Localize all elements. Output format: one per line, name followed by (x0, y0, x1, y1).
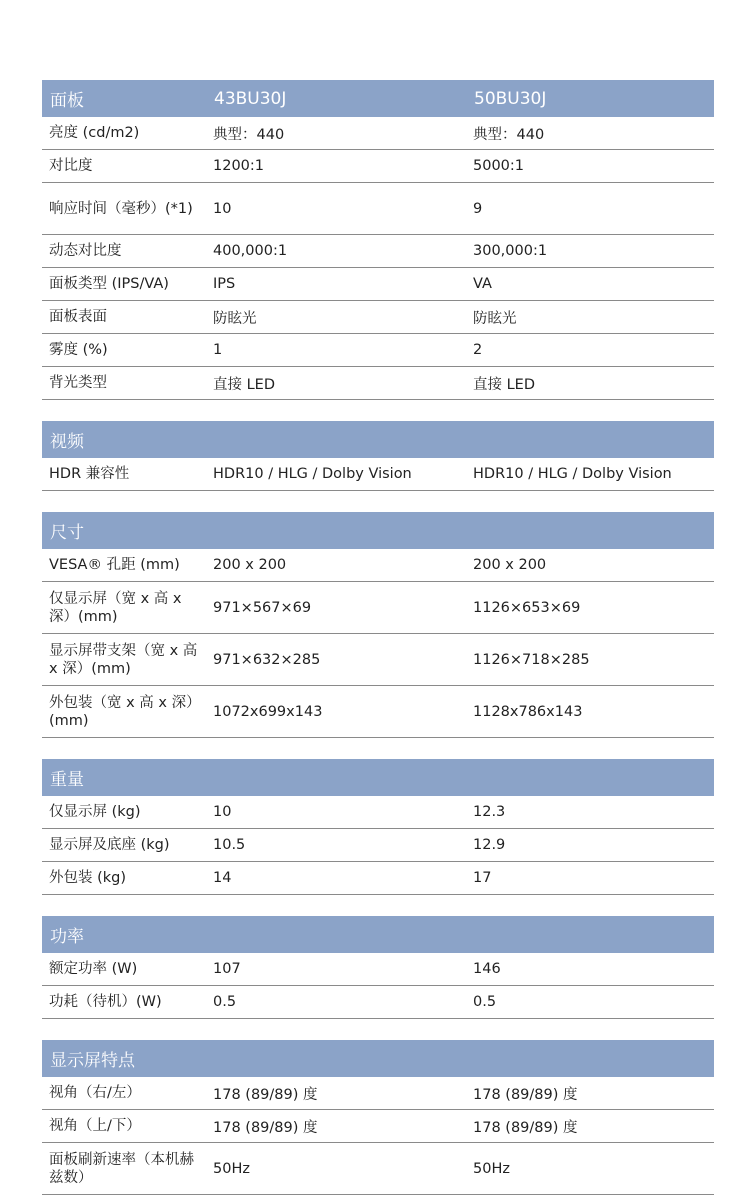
model-b-value: 17 (473, 870, 492, 886)
spec-label: HDR 兼容性 (49, 466, 130, 482)
model-b-value: 178 (89/89) 度 (473, 1119, 578, 1136)
model-b-value: 146 (473, 961, 501, 977)
spec-row (42, 1143, 714, 1195)
model-b-value: 178 (89/89) 度 (473, 1086, 578, 1103)
model-a-value: 1 (213, 342, 223, 358)
spec-label: 背光类型 (49, 375, 107, 391)
model-b-value: 防眩光 (473, 310, 517, 327)
spec-label: 面板类型 (IPS/VA) (49, 276, 169, 292)
model-b-value: 200 x 200 (473, 557, 547, 573)
model-b-value: 1126×718×285 (473, 651, 590, 668)
model-a-value: 971×567×69 (213, 599, 312, 616)
spec-row (42, 986, 714, 1019)
spec-row (42, 1110, 714, 1143)
model-b-value: 9 (473, 200, 483, 217)
spec-section (42, 759, 714, 895)
spec-row (42, 183, 714, 235)
model-b-value: 50Hz (473, 1160, 510, 1177)
model-b-value: HDR10 / HLG / Dolby Vision (473, 466, 672, 482)
spec-row (42, 334, 714, 367)
spec-row (42, 829, 714, 862)
model-a-value: 200 x 200 (213, 557, 287, 573)
model-b-value: 300,000:1 (473, 243, 548, 259)
model-a-value: 107 (213, 961, 241, 977)
spec-label: 外包装 (kg) (49, 870, 127, 886)
section-title: 视频 (50, 432, 84, 452)
model-b-value: 1126×653×69 (473, 599, 581, 616)
spec-row (42, 235, 714, 268)
model-a-value: 10 (213, 200, 232, 217)
section-header (42, 759, 714, 796)
spec-row (42, 458, 714, 491)
spec-table (42, 80, 714, 1202)
model-a-value: 直接 LED (213, 376, 276, 393)
section-title: 重量 (50, 770, 84, 790)
spec-row (42, 117, 714, 150)
spec-row (42, 796, 714, 829)
spec-label: 雾度 (%) (49, 342, 108, 358)
model-a-value: HDR10 / HLG / Dolby Vision (213, 466, 412, 482)
spec-row (42, 150, 714, 183)
spec-label: 面板表面 (49, 309, 107, 325)
model-b-value: 12.9 (473, 837, 506, 853)
spec-label: 亮度 (cd/m2) (49, 125, 140, 141)
spec-label: 面板刷新速率（本机赫兹数） (49, 1151, 194, 1186)
model-a-value: 50Hz (213, 1160, 250, 1177)
section-header (42, 1040, 714, 1077)
model-b-value: VA (473, 276, 492, 292)
spec-section (42, 421, 714, 491)
spec-label: 视角（右/左） (49, 1085, 141, 1101)
model-a-value: 典型：440 (213, 126, 285, 143)
model-a-value: 971×632×285 (213, 651, 321, 668)
spec-section (42, 80, 714, 400)
spec-row (42, 301, 714, 334)
spec-label: 显示屏及底座 (kg) (49, 837, 170, 853)
model-a-value: 防眩光 (213, 310, 257, 327)
spec-row (42, 582, 714, 634)
spec-section (42, 1040, 714, 1195)
spec-label: 响应时间（毫秒）(*1) (49, 200, 193, 217)
spec-label: 仅显示屏 (kg) (49, 804, 141, 820)
spec-section (42, 512, 714, 738)
spec-label: 视角（上/下） (49, 1118, 141, 1134)
spec-section (42, 916, 714, 1019)
section-title: 显示屏特点 (50, 1051, 135, 1071)
spec-label: 额定功率 (W) (49, 961, 138, 977)
model-b-value: 5000:1 (473, 158, 525, 174)
section-title: 功率 (50, 927, 84, 947)
model-b-value: 典型：440 (473, 126, 545, 143)
model-b-value: 12.3 (473, 804, 506, 820)
spec-label: 对比度 (49, 158, 93, 174)
section-title: 面板 (50, 91, 84, 111)
model-a-value: 10 (213, 804, 232, 820)
model-a-value: 400,000:1 (213, 243, 288, 259)
spec-row (42, 367, 714, 400)
model-a-value: IPS (213, 276, 236, 292)
spec-row (42, 862, 714, 895)
model-b-value: 1128x786x143 (473, 703, 583, 720)
spec-row (42, 1077, 714, 1110)
model-a-value: 14 (213, 870, 232, 886)
model-a-value: 10.5 (213, 837, 246, 853)
section-header (42, 916, 714, 953)
spec-label: 仅显示屏（宽 x 高 x 深）(mm) (49, 590, 182, 625)
spec-row (42, 268, 714, 301)
model-a-value: 1072x699x143 (213, 703, 323, 720)
spec-row (42, 549, 714, 582)
model-a-value: 0.5 (213, 994, 237, 1010)
model-a-value: 178 (89/89) 度 (213, 1119, 318, 1136)
spec-label: 外包装（宽 x 高 x 深）(mm) (49, 694, 201, 729)
spec-row (42, 634, 714, 686)
spec-label: VESA® 孔距 (mm) (49, 557, 180, 573)
model-a-value: 178 (89/89) 度 (213, 1086, 318, 1103)
section-title: 尺寸 (50, 523, 84, 543)
model-b-heading: 50BU30J (474, 88, 547, 109)
section-header (42, 512, 714, 549)
spec-label: 动态对比度 (49, 243, 122, 259)
model-b-value: 0.5 (473, 994, 497, 1010)
spec-row (42, 953, 714, 986)
spec-label: 功耗（待机）(W) (49, 994, 162, 1010)
spec-row (42, 686, 714, 738)
model-a-heading: 43BU30J (214, 88, 287, 109)
model-b-value: 2 (473, 342, 483, 358)
model-a-value: 1200:1 (213, 158, 265, 174)
section-header (42, 421, 714, 458)
section-header (42, 80, 714, 117)
spec-label: 显示屏带支架（宽 x 高 x 深）(mm) (49, 642, 198, 677)
model-b-value: 直接 LED (473, 376, 536, 393)
